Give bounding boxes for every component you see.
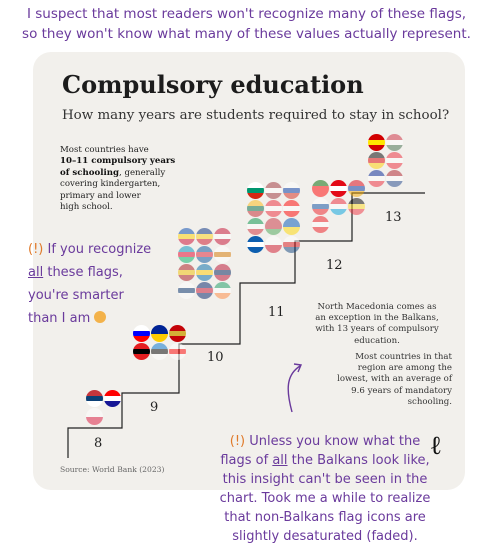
flag-netherlands-icon [386,170,403,187]
flag-hungary-icon [386,134,403,151]
north-macedonia-annotation [302,302,452,347]
flag-lebanon-icon [312,216,329,233]
flag-azerbaijan-icon [178,246,195,263]
note-line: If you recognize [47,242,152,257]
brand-logo: ℓ [431,431,441,461]
intro-line-6: high school. [60,202,113,213]
annotation-line: 9.6 years of mandatory [351,385,452,396]
flag-switzerland-icon [283,200,300,217]
flag-ukraine-icon [283,218,300,235]
intro-line-3: , generally [119,167,166,178]
flag-albania-icon [133,343,150,360]
intro-line-1: Most countries have [60,145,149,155]
top-note-line-2: so they won't know what many of these values actually represent. [22,26,471,42]
note-line: flags of [220,453,269,468]
step-8-label: 8 [94,436,103,451]
note-line: that non-Balkans flag icons are [224,510,426,525]
flag-latvia-icon [265,182,282,199]
flag-georgia-icon [169,343,186,360]
flag-belarus-icon [265,218,282,235]
note-line: slightly desaturated (faded). [232,529,418,544]
note-line: Unless you know what the [249,434,421,449]
flag-serbia-icon [86,390,103,407]
flag-czechia-icon [283,236,300,253]
flag-luxembourg-icon [330,198,347,215]
laughing-emoji-icon [94,311,106,323]
flag-iceland-icon [196,246,213,263]
note-line: the Balkans look like, [291,453,430,468]
annotation-line: North Macedonia comes as [317,302,437,312]
annotation-line: with 13 years of compulsory [315,324,439,335]
step-9-label: 9 [150,400,159,415]
intro-line-5: primary and lower [60,190,141,201]
flag-bulgaria-icon [247,182,264,199]
region-annotation [312,352,452,408]
flag-moldova-icon [178,228,195,245]
note-line: these flags, [47,265,123,280]
step-10-label: 10 [207,350,224,365]
chart-title: Compulsory education [62,70,364,99]
annotation-line: region are among the [357,363,452,374]
top-note-line-1: I suspect that most readers won't recognize many of these flags, [26,6,467,22]
flag-slovakia-icon [312,198,329,215]
flag-greece-icon [247,236,264,253]
flag-croatia-icon [104,390,121,407]
note-line: chart. Took me a while to realize [219,491,431,506]
note-exclamation: (!) [28,242,44,257]
flag-belgium-icon [348,198,365,215]
flag-russia-icon [283,182,300,199]
flag-finland-icon [178,282,195,299]
flag-denmark-icon [214,228,231,245]
flag-norway-icon [214,264,231,281]
flag-france-icon [368,170,385,187]
note-emphasis: all [272,453,288,468]
note-emphasis: all [28,265,44,280]
flag-armenia-icon [348,180,365,197]
flag-north-macedonia-icon [368,134,385,151]
flag-malta-icon [265,236,282,253]
annotation-line: lowest, with an average of [337,374,452,385]
flag-sweden-icon [196,264,213,281]
note-exclamation: (!) [229,434,246,449]
annotation-line: schooling. [407,396,452,407]
step-11-label: 11 [268,305,285,320]
annotation-line: Most countries in that [355,352,452,362]
flag-ireland-icon [214,282,231,299]
step-12-label: 12 [326,258,343,273]
note-line: you're smarter [28,288,124,303]
flag-lithuania-icon [247,200,264,217]
flag-cyprus-icon [214,246,231,263]
flag-austria-icon [265,200,282,217]
flag-germany-icon [368,152,385,169]
source-text: Source: World Bank (2023) [60,465,165,474]
annotation-line: an exception in the Balkans, [315,313,439,324]
flag-austria-icon [386,152,403,169]
bottom-handwritten-note [175,432,475,546]
intro-line-4: covering kindergarten, [60,179,161,190]
flag-portugal-icon [312,180,329,197]
flag-estonia-icon [151,343,168,360]
chart-subtitle: How many years are students required to stay in school? [62,108,450,123]
intro-bold-2: of schooling [60,167,119,178]
note-line: this insight can't be seen in the [222,472,428,487]
note-line: than I am [28,311,91,326]
flag-italy-icon [247,218,264,235]
flag-united-kingdom-icon [196,282,213,299]
flag-romania-icon [196,228,213,245]
left-handwritten-note [28,238,168,330]
flag-montenegro-icon [169,325,186,342]
flag-turkey-icon [330,180,347,197]
annotation-line: education. [354,335,400,346]
step-13-label: 13 [385,210,402,225]
intro-bold-1: 10–11 compulsory years [60,156,176,167]
flag-spain-icon [178,264,195,281]
flag-poland-icon [86,408,103,425]
